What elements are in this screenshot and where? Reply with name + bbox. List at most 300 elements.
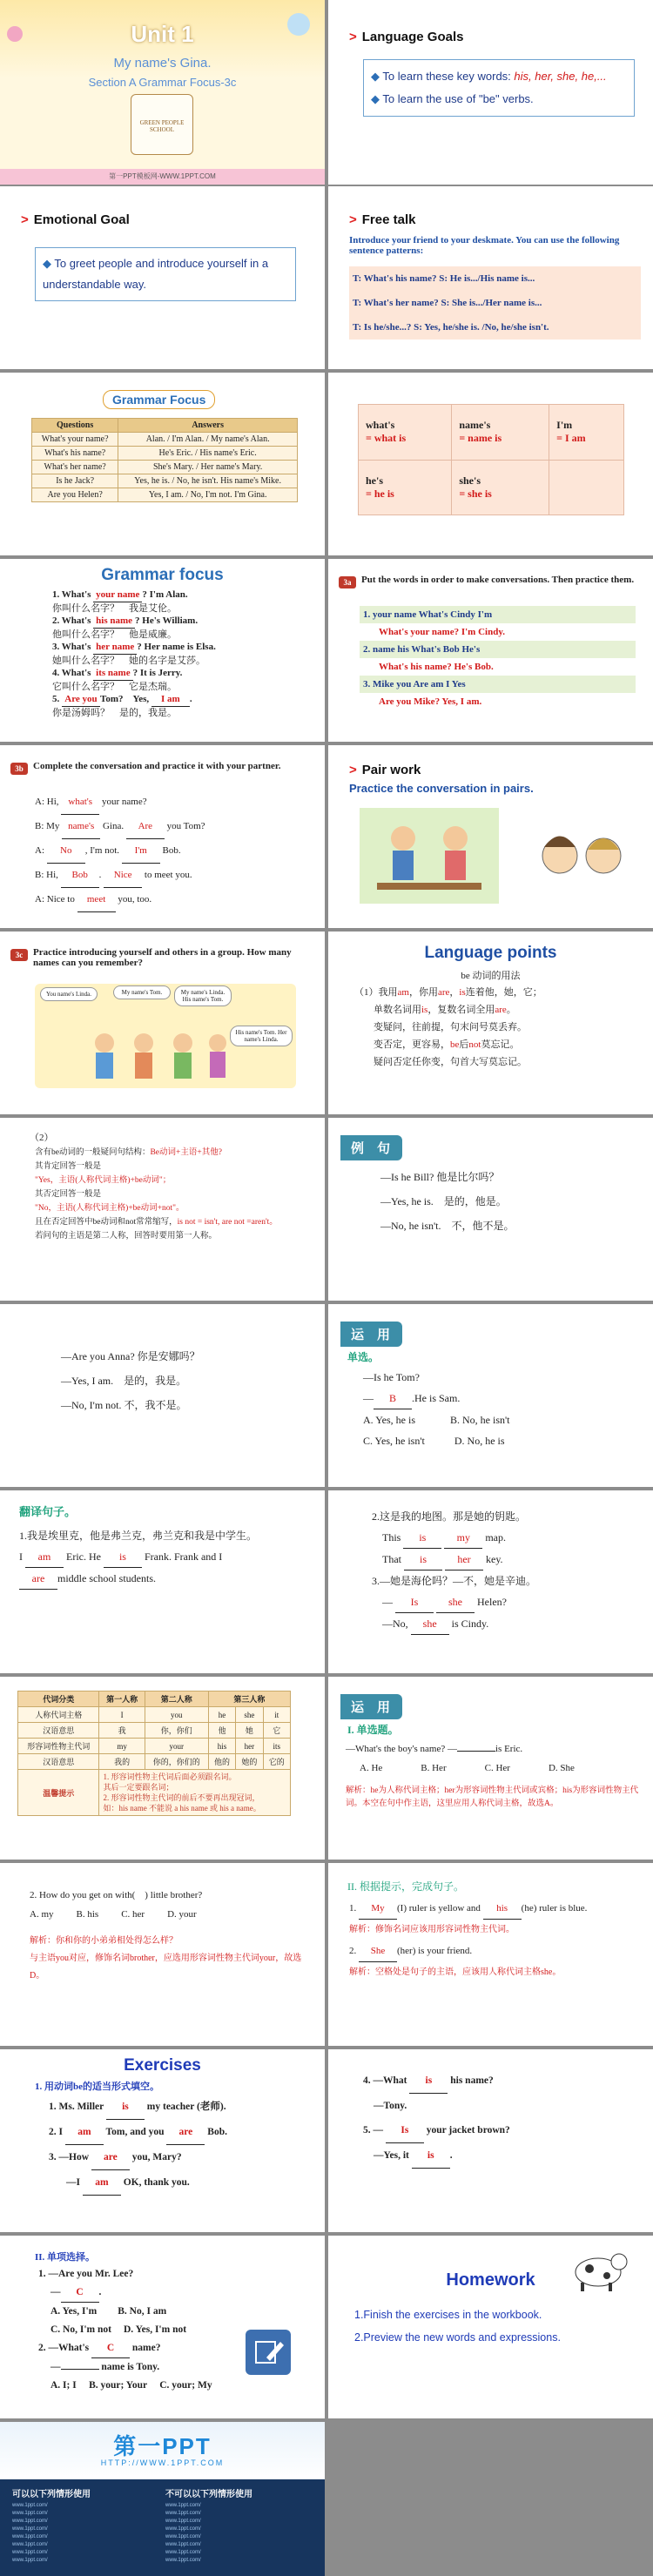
answer: what's [61,790,99,815]
question-block [346,1739,644,1811]
translation: 它叫什么名字？ 它是杰瑞。 [52,681,177,692]
slide-grammar-focus [0,559,325,742]
link[interactable]: www.1ppt.com/ [12,2550,48,2555]
answer-blank [61,2369,99,2370]
q-text: 2. What's [52,615,91,626]
answer: is [412,2143,450,2169]
sentence: 3. —How [49,2152,89,2162]
slide-heading: Language points [424,944,557,962]
translation: 你是汤姆吗？ 是的，我是。 [52,707,177,718]
sentence: This [382,1531,401,1544]
answer: my [444,1527,482,1549]
slide-practice-1 [328,1304,653,1487]
sentence: his name? [450,2075,494,2086]
exercise-list [363,2068,510,2169]
answer: B [374,1388,412,1409]
q-text: ? I'm Alan. [142,589,188,600]
answer: its name [93,667,132,681]
exercise-list [49,2095,227,2196]
table-cell: 她 [236,1723,263,1739]
section-tag: 运 用 [340,1694,402,1719]
slide-pronoun-table [0,1677,325,1860]
answer: her [445,1549,483,1570]
answer-blank [457,1751,495,1752]
keyword: "Yes，主语(人称代词主格)+be动词"； [35,1176,172,1185]
answer: Bob [61,864,99,888]
cow-illustration [563,2243,633,2295]
slide-translate-2 [328,1490,653,1673]
intro-text: Introduce your friend to your deskmate. You can use the following sentence patterns: [349,235,620,256]
answer: name's [62,815,100,839]
activity-number: 3c [10,949,28,961]
q-text: ? He's William. [135,615,199,626]
note: 1. 形容词性物主代词后面必须跟名词。 [103,1772,237,1781]
word-set: 2. name his What's Bob He's [360,641,636,658]
slide-emotional-goal [0,186,325,369]
rule: 含有be动词的一般疑问句结构： [35,1148,151,1157]
chevron-icon: > [349,763,357,777]
slide-heading: Grammar focus [101,566,224,584]
slide-question-structure [0,1118,325,1301]
answer: her name [93,641,137,655]
table-cell: 我的 [99,1754,145,1770]
question: —Is he Tom? [363,1371,420,1383]
answer: she [436,1591,475,1613]
subheading: Practice the conversation in pairs. [349,782,534,795]
sentence: —I [66,2177,80,2188]
contraction: name's [459,419,491,432]
homework-list [354,2304,561,2349]
answer: are [19,1568,57,1590]
question-block [38,2265,212,2395]
question: is Eric. [495,1744,523,1754]
activity-number: 3b [10,763,28,775]
slide-example-2 [0,1304,325,1487]
answer: Is [395,1591,434,1613]
sentence: Frank. Frank and I [144,1550,223,1563]
answer: No [47,839,85,864]
line-text: you Tom? [166,821,205,831]
subheading: be 动词的用法 [461,971,521,981]
keyword: is [421,1005,428,1015]
group-illustration [35,984,296,1088]
slide-heading: 翻译句子。 [19,1505,77,1518]
q-text: ? Her name is Elsa. [137,642,216,652]
link[interactable]: www.1ppt.com/ [165,2511,201,2516]
pattern-line: T: What's his name? S: He is.../His name is... [353,273,535,284]
rule: 变否定，更容易， [374,1039,450,1050]
question: 2. —What's [38,2343,90,2353]
badge-text: GREEN PEOPLE SCHOOL [139,119,185,133]
question-block [363,1367,510,1451]
word-set: 1. your name What's Cindy I'm [360,606,636,623]
sentence: — [382,1596,393,1608]
q-text: 4. What's [52,668,91,678]
question: name is Tony. [101,2362,160,2372]
subheading: 1. 用动词be的适当形式填空。 [35,2082,159,2092]
table-cell: your [145,1739,208,1754]
answer: What's his name? He's Bob. [379,662,494,672]
table-cell: Alan. / I'm Alan. / My name's Alan. [118,433,298,447]
line-text: A: [35,845,44,856]
speech-bubble: His name's Tom. Her name's Linda. [230,1026,293,1046]
sentence: 4. —What [363,2075,407,2086]
q-text: . [189,694,192,704]
rule: 连着他，她，它； [465,987,542,998]
sentence: your jacket brown? [426,2125,510,2135]
question-block [349,1898,644,1983]
rule: 若问句的主语是第二人称，回答时要用第一人称。 [35,1232,218,1241]
keyword: be [450,1039,460,1050]
question: .He is Sam. [412,1392,461,1404]
slide-complete-sentences [328,1863,653,2046]
section-tag: 例 句 [340,1135,402,1160]
goal-text: To learn these key words: [382,70,511,83]
keyword: is [459,987,466,998]
question-block [30,1886,314,1985]
sentence: my teacher (老师). [146,2102,226,2112]
answer: She [359,1940,397,1962]
pronoun-table [17,1691,291,1816]
q-text: 3. What's [52,642,91,652]
example-lines [380,1165,515,1238]
answer: is [403,1527,441,1549]
terms-heading: 不可以以下列情形使用 [165,2490,252,2499]
rule: 莫忘记。 [481,1039,520,1050]
option: B. his [76,1909,99,1920]
slide-3b [0,745,325,928]
slide-exercises-2 [328,2049,653,2232]
table-cell: its [263,1739,290,1754]
slide-heading: Emotional Goal [33,212,130,227]
table-header: Questions [32,419,118,433]
table-cell: 你，你们 [145,1723,208,1739]
keyword: are [495,1005,507,1015]
explanation: 解析：修饰名词应该用形容词性物主代词。 [349,1925,515,1934]
table-cell: she [236,1707,263,1723]
keyword: is not = isn't, are not =aren't。 [177,1218,278,1227]
q-text: Tom? Yes, [100,694,150,704]
note: 其后一定要跟名词； [103,1783,174,1792]
table-cell: 他的 [208,1754,235,1770]
source-sentence: 1.我是埃里克，他是弗兰克，弗兰克和我是中学生。 [19,1530,258,1542]
slide-heading: II. 单项选择。 [35,2252,96,2263]
sentence: Tom, and you [105,2127,165,2137]
keyword: am [397,987,409,998]
option: A. my [30,1909,54,1920]
q-text: 1. What's [52,589,91,600]
question: . [98,2287,102,2297]
example-line: —Yes, he is. 是的，他是。 [380,1195,507,1207]
source-sentence: 3.—她是海伦吗？—不，她是辛迪。 [372,1575,537,1587]
terms-list [12,2502,160,2565]
table-cell: my [99,1739,145,1754]
link[interactable]: www.1ppt.com/ [165,2519,201,2524]
chevron-icon: > [349,30,357,44]
brand-url: HTTP://WWW.1PPT.COM [100,2458,225,2467]
sentence: (her) is your friend. [397,1946,473,1956]
link[interactable]: www.1ppt.com/ [12,2503,48,2508]
rule: 疑问否定任你变，句首大写莫忘记。 [374,1057,527,1067]
question: — [363,1392,374,1404]
grammar-table [31,418,298,502]
table-cell: 你的，你们的 [145,1754,208,1770]
example-line: —No, I'm not. 不，我不是。 [61,1399,187,1411]
footer-text: 第一PPT模板网-WWW.1PPT.COM [109,172,216,180]
example-line: —Yes, I am. 是的，我是。 [61,1375,187,1387]
table-cell: What's his name? [32,447,118,461]
rule: 其否定回答一般是 [35,1190,102,1199]
table-cell: 它的 [263,1754,290,1770]
table-cell: She's Mary. / Her name's Mary. [118,461,298,474]
option: C. Yes, he isn't [363,1435,425,1447]
contraction-grid [358,404,624,515]
sentence: 2. [349,1946,357,1956]
expansion: = he is [366,487,394,500]
rule: 其肯定回答一般是 [35,1162,102,1171]
answer: meet [77,888,116,912]
speech-bubble: You name's Linda. [40,987,98,1001]
homework-item: 2.Preview the new words and expressions. [354,2331,561,2344]
option: D. She [548,1763,575,1773]
goal-text: To learn the use of "be" verbs. [382,92,534,105]
subheading: 单选。 [347,1351,380,1363]
answer: is [104,1546,142,1568]
explanation: 解析：你和你的小弟弟相处得怎么样？ [30,1936,178,1946]
instruction: Put the words in order to make conversations. Then practice them. [361,575,635,585]
rule: （1）我用 [354,987,398,998]
sentence: 1. [349,1903,357,1914]
slide-exercises [0,2049,325,2232]
question: 2. How do you get on with( ) little brother? [30,1890,203,1900]
sentence: (I) ruler is yellow and [397,1903,481,1914]
edit-icon [246,2330,291,2375]
table-header: 第三人称 [208,1692,290,1707]
table-cell: 她的 [236,1754,263,1770]
source-sentence: 2.这是我的地图。那是她的钥匙。 [372,1510,527,1523]
translation: 他叫什么名字？ 他是威廉。 [52,629,177,640]
option: D. your [167,1909,197,1920]
keyword: not [468,1039,481,1050]
table-cell: Yes, I am. / No, I'm not. I'm Gina. [118,488,298,502]
sentence: 1. Ms. Miller [49,2102,104,2112]
line-text: Gina. [102,821,125,831]
table-cell: 温馨提示 [18,1770,99,1816]
table-cell: Is he Jack? [32,474,118,488]
table-header: 第一人称 [99,1692,145,1707]
example-line: —Is he Bill? 他是比尔吗？ [380,1171,500,1183]
activity-number: 3a [339,576,356,589]
option: A. He [360,1763,383,1773]
link[interactable]: www.1ppt.com/ [165,2558,201,2563]
pair-work-illustration [360,808,638,904]
table-cell: his [208,1739,235,1754]
table-cell: I [99,1707,145,1723]
table-header: 代词分类 [18,1692,99,1707]
answer: his [483,1898,522,1920]
rule: 变疑问，往前提，句末问号莫丢弃。 [374,1022,527,1032]
conversation [35,790,205,912]
slide-multiple-choice [0,2236,325,2418]
example-lines [61,1344,200,1417]
rule: ，复数名词全用 [427,1005,495,1015]
link[interactable]: www.1ppt.com/ [165,2534,201,2539]
section-number: （2） [30,1133,54,1143]
link[interactable]: www.1ppt.com/ [165,2526,201,2532]
option: D. No, he is [454,1435,505,1447]
slide-3a [328,559,653,742]
slide-pair-work [328,745,653,928]
line-text: your name? [102,797,147,807]
example-line: —Are you Anna? 你是安娜吗？ [61,1350,200,1362]
slide-grammar-table [0,373,325,555]
link[interactable]: www.1ppt.com/ [165,2550,201,2555]
word-order-list [360,606,636,710]
slide-heading: Grammar Focus [103,390,215,409]
line-text: B: Hi, [35,870,58,880]
students-drawing [87,1027,226,1085]
answer: are [166,2120,205,2145]
slide-homework [328,2236,653,2418]
expansion: = name is [459,432,502,445]
link[interactable]: www.1ppt.com/ [12,2534,48,2539]
link[interactable]: www.1ppt.com/ [12,2519,48,2524]
keyword: "No，主语(人称代词主格)+be动词+not"。 [35,1204,185,1213]
slide-practice-3 [0,1863,325,2046]
question: — [50,2287,61,2297]
explanation: 解析：空格处是句子的主语，应该用人称代词主格she。 [349,1967,562,1977]
q-text: 5. [52,694,60,704]
table-cell: Yes, he is. / No, he isn't. His name's Mike. [118,474,298,488]
table-cell: 人称代词主格 [18,1707,99,1723]
contraction: what's [366,419,395,432]
link[interactable]: www.1ppt.com/ [12,2558,48,2563]
option: B. No, I am [118,2306,167,2317]
option: B. No, he isn't [450,1414,510,1426]
answer: is [106,2095,145,2120]
option: C. No, I'm not [50,2324,111,2335]
slide-heading: Exercises [124,2056,201,2075]
slide-3c [0,932,325,1114]
slide-practice-2 [328,1677,653,1860]
answer: she [411,1613,449,1635]
terms-heading: 可以以下列情形使用 [12,2490,91,2499]
table-cell: What's your name? [32,433,118,447]
link[interactable]: www.1ppt.com/ [165,2542,201,2547]
rule: ，你用 [408,987,438,998]
keyword: Be动词+主语+其他? [150,1148,222,1157]
answer: I'm [122,839,160,864]
answer: is [409,2068,448,2094]
answer: My [359,1898,397,1920]
table-cell: her [236,1739,263,1754]
link[interactable]: www.1ppt.com/ [12,2526,48,2532]
expansion: = what is [366,432,407,445]
option: C. her [121,1909,145,1920]
table-cell: 我 [99,1723,145,1739]
table-header: Answers [118,419,298,433]
contraction: she's [459,474,481,487]
table-cell: 它 [263,1723,290,1739]
slide-language-points [328,932,653,1114]
key-words: his, her, she, he,... [514,70,607,83]
section-tag: 运 用 [340,1322,402,1347]
rule: ， [449,987,460,998]
brand-logo: 第一PPT [113,2433,212,2459]
table-cell: it [263,1707,290,1723]
table-cell: you [145,1707,208,1723]
sentence: That [382,1553,401,1565]
slide-example [328,1118,653,1301]
explanation: 与主语you对应，修饰名词brother，应选用形容词性物主代词your，故选D。 [30,1954,302,1981]
keyword: are [437,987,450,998]
rule: 且在否定回答中be动词和not常常缩写， [35,1218,178,1227]
slide-heading: Free talk [361,212,416,227]
slide-heading: Pair work [361,763,421,777]
table-cell: 汉语意思 [18,1754,99,1770]
question: —What's the boy's name? — [346,1744,457,1754]
answer: am [25,1546,64,1568]
instruction: Complete the conversation and practice it with your partner. [33,761,281,771]
line-text: to meet you. [144,870,192,880]
instruction: Practice introducing yourself and others in a group. How many names can you remember? [33,947,292,968]
lesson-subtitle: My name's Gina. [113,56,212,71]
chevron-icon: > [349,212,357,227]
answer: Nice [104,864,142,888]
option: D. Yes, I'm not [123,2324,187,2335]
section-label: Section A Grammar Focus-3c [88,76,237,89]
unit-title: Unit 1 [131,21,194,47]
table-cell: 形容词性物主代词 [18,1739,99,1754]
sentence: map. [485,1531,507,1544]
word-set: 3. Mike you Are am I Yes [360,676,636,693]
slide-heading: Homework [446,2270,535,2290]
rule-text [354,984,646,1071]
table-cell: Are you Helen? [32,488,118,502]
expansion: = she is [459,487,492,500]
grammar-examples [52,589,216,719]
pattern-box [349,266,641,340]
table-cell: 他 [208,1723,235,1739]
link[interactable]: www.1ppt.com/ [165,2503,201,2508]
slide-translate-1 [0,1490,325,1673]
speech-bubble: My name's Tom. [113,985,171,999]
link[interactable]: www.1ppt.com/ [12,2542,48,2547]
school-badge [131,94,193,155]
sentence: . [449,2150,453,2161]
option: A. I; I B. your; Your C. your; My [50,2380,212,2391]
answer: am [83,2170,121,2196]
slide-credits [0,2422,325,2576]
link[interactable]: www.1ppt.com/ [12,2511,48,2516]
sentence: —Tony. [374,2101,407,2111]
answer: your name [93,589,142,602]
answer: C [61,2283,99,2303]
rule: 单数名词用 [374,1005,421,1015]
answer: is [404,1549,442,1570]
slide-language-goals [328,0,653,185]
table-cell: What's her name? [32,461,118,474]
slide-heading: Language Goals [361,30,464,44]
sentence: 5. — [363,2125,383,2135]
table-cell: He's Eric. / His name's Eric. [118,447,298,461]
table-header: 第二人称 [145,1692,208,1707]
option: A. Yes, he is [363,1414,416,1426]
table-cell: 汉语意思 [18,1723,99,1739]
answer: Are you Mike? Yes, I am. [379,696,482,707]
translation: 她叫什么名字？ 她的名字是艾莎。 [52,655,205,666]
sentence: —No, [382,1618,408,1630]
